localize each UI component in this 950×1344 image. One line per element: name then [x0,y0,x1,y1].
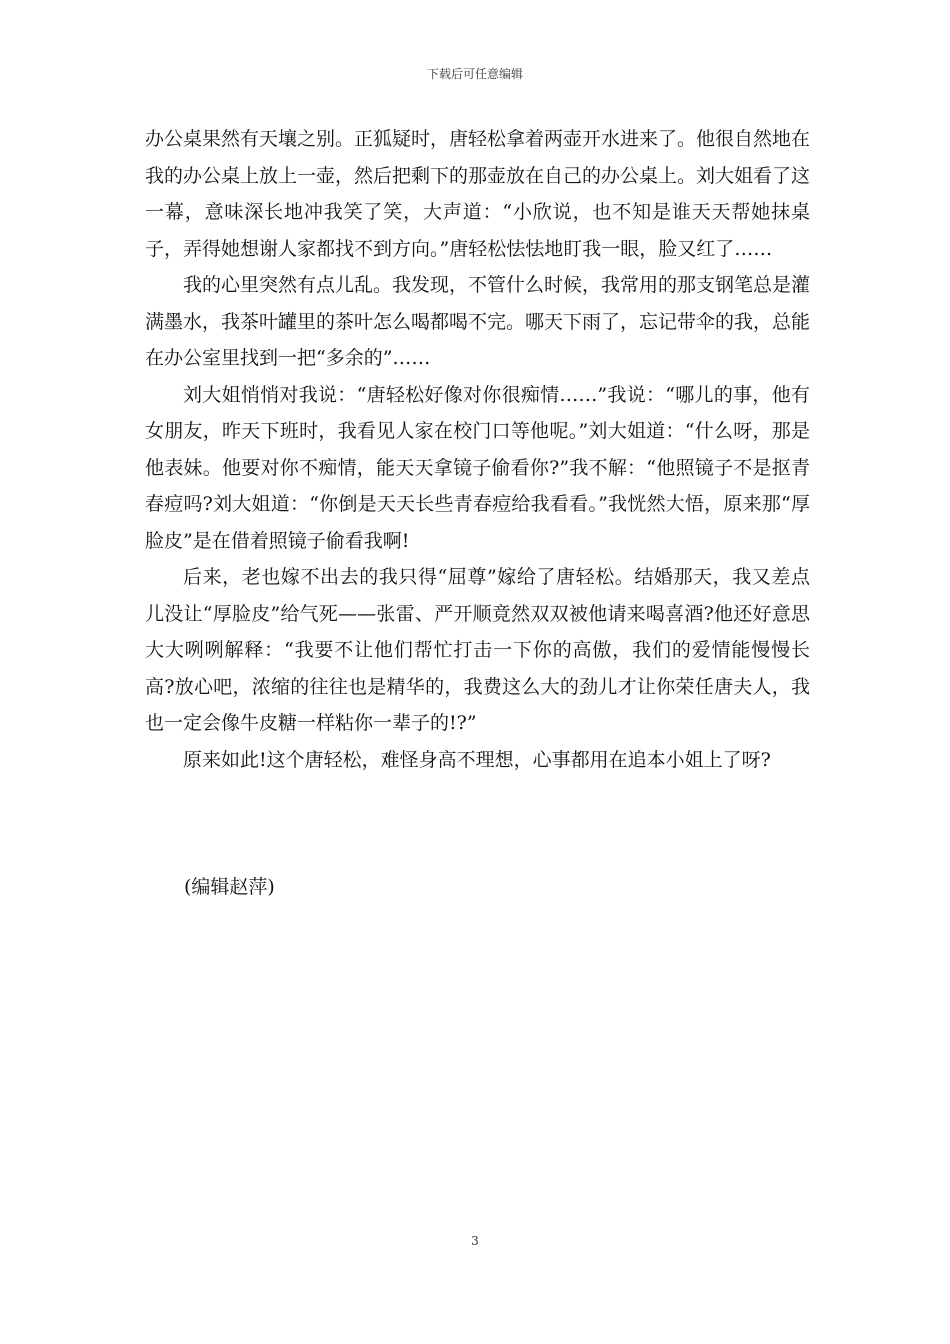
paragraph-3: 刘大姐悄悄对我说：“唐轻松好像对你很痴情……”我说：“哪儿的事，他有女朋友，昨天下班时，我看见人家在校门口等他呢。”刘大姐道：“什么呀，那是他表妹。他要对你不痴情，能天天拿镜子偷看你?”我不解：“他照镜子不是抠青春痘吗?刘大姐道：“你倒是天天长些青春痘给我看看。”我恍然大悟，原来那“厚脸皮”是在借着照镜子偷看我啊! [145,383,810,552]
paragraph-4: 后来，老也嫁不出去的我只得“屈尊”嫁给了唐轻松。结婚那天，我又差点儿没让“厚脸皮”给气死——张雷、严开顺竟然双双被他请来喝喜酒?他还好意思大大咧咧解释：“我要不让他们帮忙打击一下你的高傲，我们的爱情能慢慢长高?放心吧，浓缩的往往也是精华的，我费这么大的劲儿才让你荣任唐夫人，我也一定会像牛皮糖一样粘你一辈子的!?” [145,566,810,734]
editor-note: (编辑赵萍) [184,876,275,898]
paragraph-1: 办公桌果然有天壤之别。正狐疑时，唐轻松拿着两壶开水进来了。他很自然地在我的办公桌上放上一壶，然后把剩下的那壶放在自己的办公桌上。刘大姐看了这一幕，意味深长地冲我笑了笑，大声道：“小欣说，也不知是谁天天帮她抹桌子，弄得她想谢人家都找不到方向。”唐轻松怯怯地盯我一眼，脸又红了…… [145,128,811,260]
article-body [145,121,810,778]
paragraph-2: 我的心里突然有点儿乱。我发现，不管什么时候，我常用的那支钢笔总是灌满墨水，我茶叶罐里的茶叶怎么喝都喝不完。哪天下雨了，忘记带伞的我，总能在办公室里找到一把“多余的”…… [145,274,811,369]
page-number: 3 [471,1234,479,1248]
paragraph-5: 原来如此!这个唐轻松，难怪身高不理想，心事都用在追本小姐上了呀? [183,748,771,771]
page-header: 下载后可任意编辑 [426,67,523,81]
